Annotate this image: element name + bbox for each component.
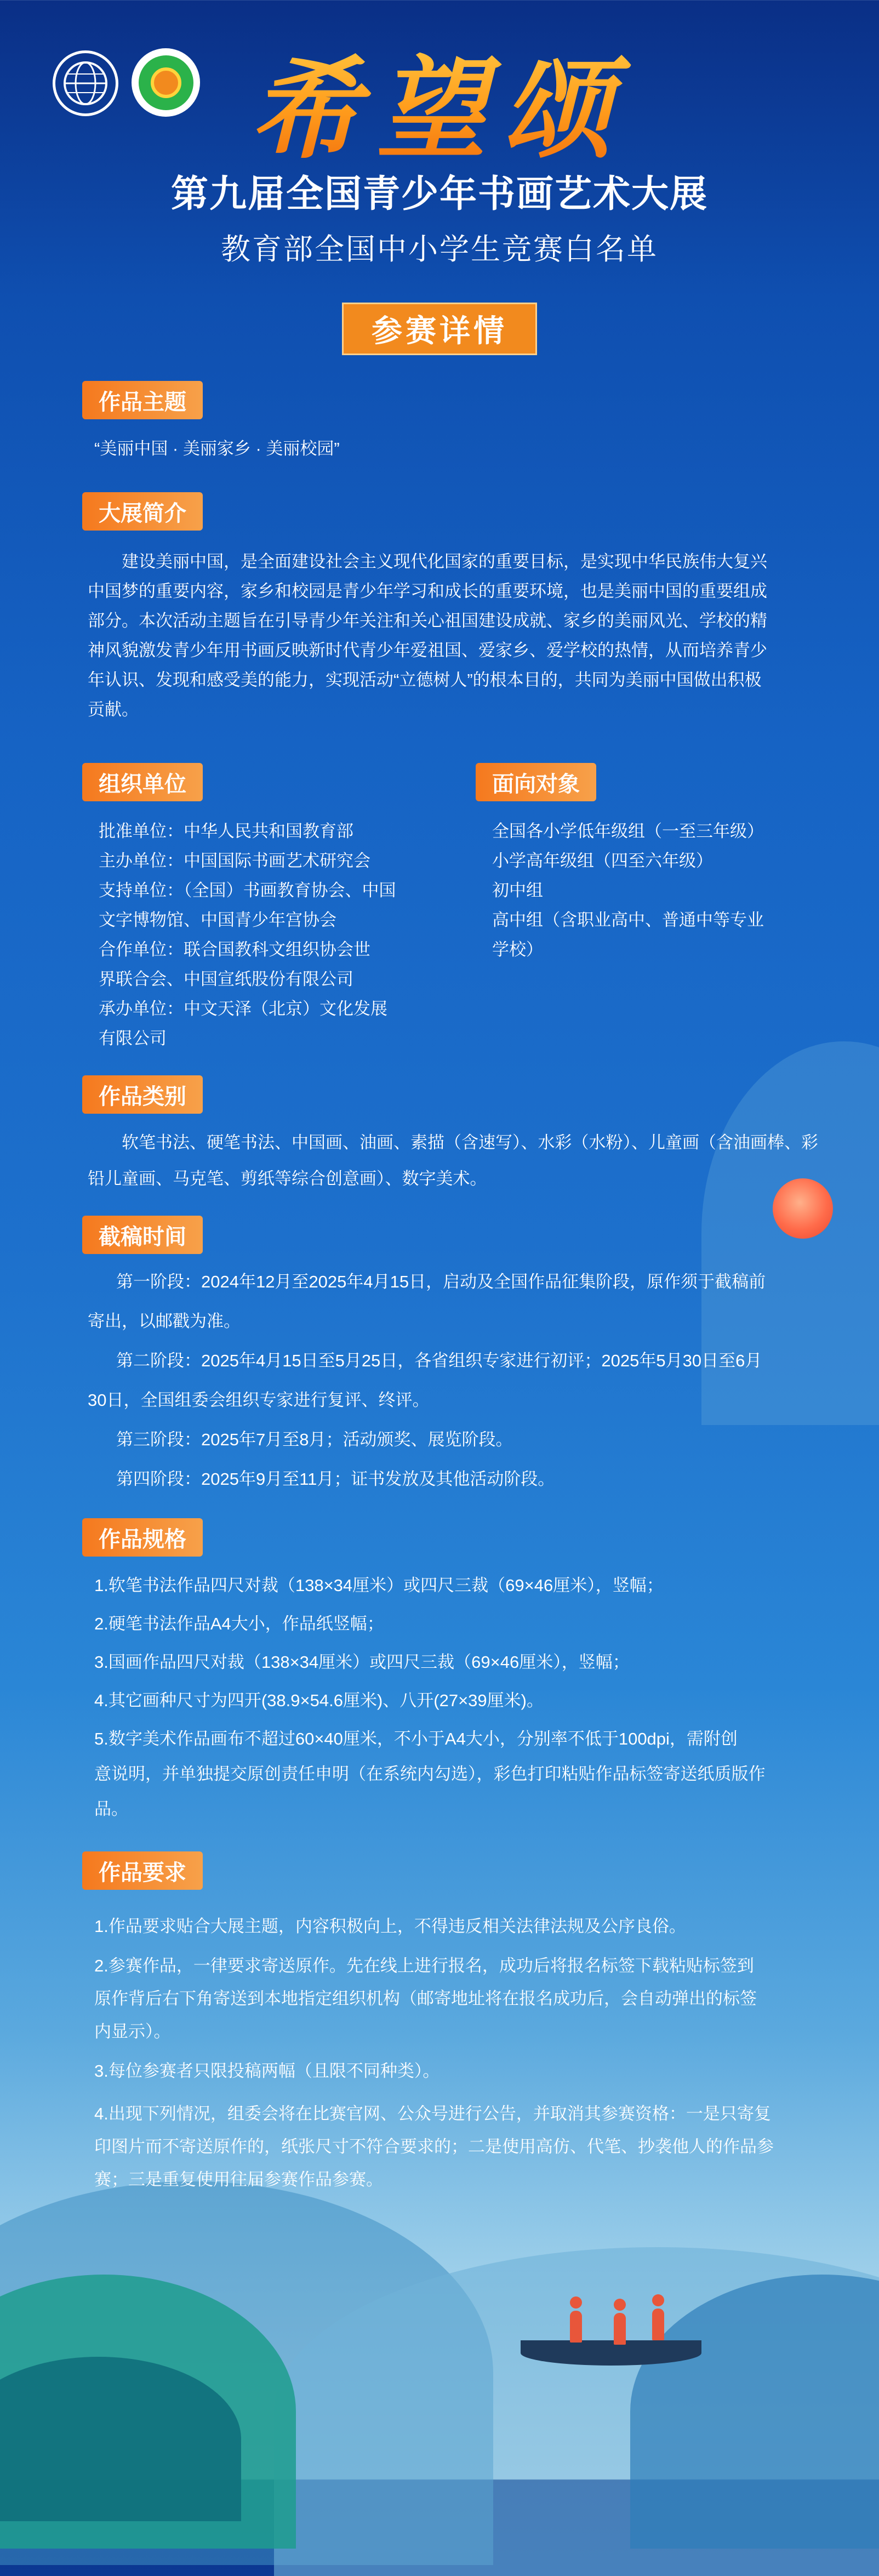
section-tag-organizers: 组织单位	[82, 763, 203, 801]
section-tag-specs: 作品规格	[82, 1518, 203, 1557]
section-tag-audience: 面向对象	[476, 763, 596, 801]
specs-line: 4.其它画种尺寸为四开(38.9×54.6厘米)、八开(27×39厘米)。	[94, 1691, 544, 1710]
requirements-line: 4.出现下列情况，组委会将在比赛官网、公众号进行公告，并取消其参赛资格：一是只寄复	[94, 2104, 771, 2123]
section-tag-theme: 作品主题	[82, 381, 203, 419]
section-tag-deadline: 截稿时间	[82, 1216, 203, 1254]
deadline-line: 第一阶段：2024年12月至2025年4月15日，启动及全国作品征集阶段，原作须于截稿前	[116, 1272, 766, 1291]
section-tag-categories: 作品类别	[82, 1075, 203, 1114]
deadline-line: 第四阶段：2025年9月至11月；证书发放及其他活动阶段。	[116, 1469, 555, 1489]
deadline-line: 30日，全国组委会组织专家进行复评、终评。	[88, 1390, 430, 1410]
audience-line: 全国各小学低年级组（一至三年级）	[492, 822, 764, 841]
intro-line: 年认识、发现和感受美的能力，实现活动“立德树人”的根本目的，共同为美丽中国做出积极	[88, 670, 762, 689]
organizer-line: 界联合会、中国宣纸股份有限公司	[99, 970, 353, 989]
organizer-line: 支持单位：（全国）书画教育协会、中国	[99, 881, 396, 900]
specs-line: 意说明，并单独提交原创责任申明（在系统内勾选），彩色打印粘贴作品标签寄送纸质版作	[94, 1764, 766, 1783]
organizer-line: 有限公司	[99, 1029, 167, 1048]
intro-line: 部分。本次活动主题旨在引导青少年关注和关心祖国建设成就、家乡的美丽风光、学校的精	[88, 611, 767, 630]
requirements-line: 1.作品要求贴合大展主题，内容积极向上，不得违反相关法律法规及公序良俗。	[94, 1917, 686, 1936]
specs-line: 5.数字美术作品画布不超过60×40厘米，不小于A4大小，分别率不低于100dpi，需附创	[94, 1729, 738, 1748]
boat	[521, 2340, 701, 2366]
audience-line: 初中组	[492, 881, 543, 900]
specs-line: 1.软笔书法作品四尺对裁（138×34厘米）或四尺三裁（69×46厘米），竖幅；	[94, 1576, 664, 1595]
categories-line: 软笔书法、硬笔书法、中国画、油画、素描（含速写）、水彩（水粉）、儿童画（含油画棒、彩	[122, 1133, 818, 1152]
theme-text: “美丽中国 · 美丽家乡 · 美丽校园”	[94, 439, 340, 458]
requirements-line: 赛；三是重复使用往届参赛作品参赛。	[94, 2170, 383, 2189]
sun	[773, 1178, 833, 1239]
deadline-line: 第三阶段：2025年7月至8月；活动颁奖、展览阶段。	[116, 1430, 513, 1449]
rower	[614, 2313, 626, 2345]
audience-line: 学校）	[492, 940, 543, 959]
rower	[570, 2311, 582, 2343]
rower	[652, 2309, 664, 2340]
intro-line: 神风貌激发青少年用书画反映新时代青少年爱祖国、爱家乡、爱学校的热情，从而培养青少	[88, 641, 767, 660]
requirements-line: 3.每位参赛者只限投稿两幅（且限不同种类）。	[94, 2061, 440, 2081]
organizer-line: 主办单位：中国国际书画艺术研究会	[99, 851, 370, 870]
requirements-line: 内显示）。	[94, 2022, 171, 2041]
organizer-line: 合作单位：联合国教科文组织协会世	[99, 940, 370, 959]
requirements-line: 2.参赛作品，一律要求寄送原作。先在线上进行报名，成功后将报名标签下载粘贴标签到	[94, 1956, 754, 1975]
rower-head	[652, 2294, 664, 2306]
brand-title: 希望颂	[0, 22, 879, 179]
specs-line: 品。	[94, 1799, 128, 1819]
details-button[interactable]: 参赛详情	[342, 303, 537, 355]
sub-title: 教育部全国中小学生竞赛白名单	[221, 233, 658, 266]
organizer-line: 批准单位：中华人民共和国教育部	[99, 822, 353, 841]
section-tag-intro: 大展简介	[82, 492, 203, 531]
intro-line: 中国梦的重要内容，家乡和校园是青少年学习和成长的重要环境，也是美丽中国的重要组成	[88, 582, 767, 601]
requirements-line: 原作背后右下角寄送到本地指定组织机构（邮寄地址将在报名成功后，会自动弹出的标签	[94, 1989, 757, 2008]
section-tag-requirements: 作品要求	[82, 1851, 203, 1890]
organizer-line: 文字博物馆、中国青少年宫协会	[99, 910, 336, 930]
specs-line: 3.国画作品四尺对裁（138×34厘米）或四尺三裁（69×46厘米），竖幅；	[94, 1652, 630, 1672]
rower-head	[570, 2296, 582, 2309]
categories-line: 铅儿童画、马克笔、剪纸等综合创意画）、数字美术。	[88, 1169, 487, 1188]
audience-line: 小学高年级组（四至六年级）	[492, 851, 713, 870]
specs-line: 2.硬笔书法作品A4大小，作品纸竖幅；	[94, 1614, 384, 1633]
organizer-line: 承办单位：中文天泽（北京）文化发展	[99, 999, 387, 1018]
deadline-line: 寄出，以邮戳为准。	[88, 1312, 241, 1331]
intro-line: 建设美丽中国，是全面建设社会主义现代化国家的重要目标，是实现中华民族伟大复兴	[122, 552, 767, 571]
deadline-line: 第二阶段：2025年4月15日至5月25日，各省组织专家进行初评；2025年5月30日至6月	[116, 1351, 762, 1370]
main-title: 第九届全国青少年书画艺术大展	[170, 172, 708, 216]
requirements-line: 印图片而不寄送原作的，纸张尺寸不符合要求的；二是使用高仿、代笔、抄袭他人的作品参	[94, 2137, 774, 2156]
rower-head	[614, 2299, 626, 2311]
audience-line: 高中组（含职业高中、普通中等专业	[492, 910, 764, 930]
intro-line: 贡献。	[88, 700, 139, 719]
